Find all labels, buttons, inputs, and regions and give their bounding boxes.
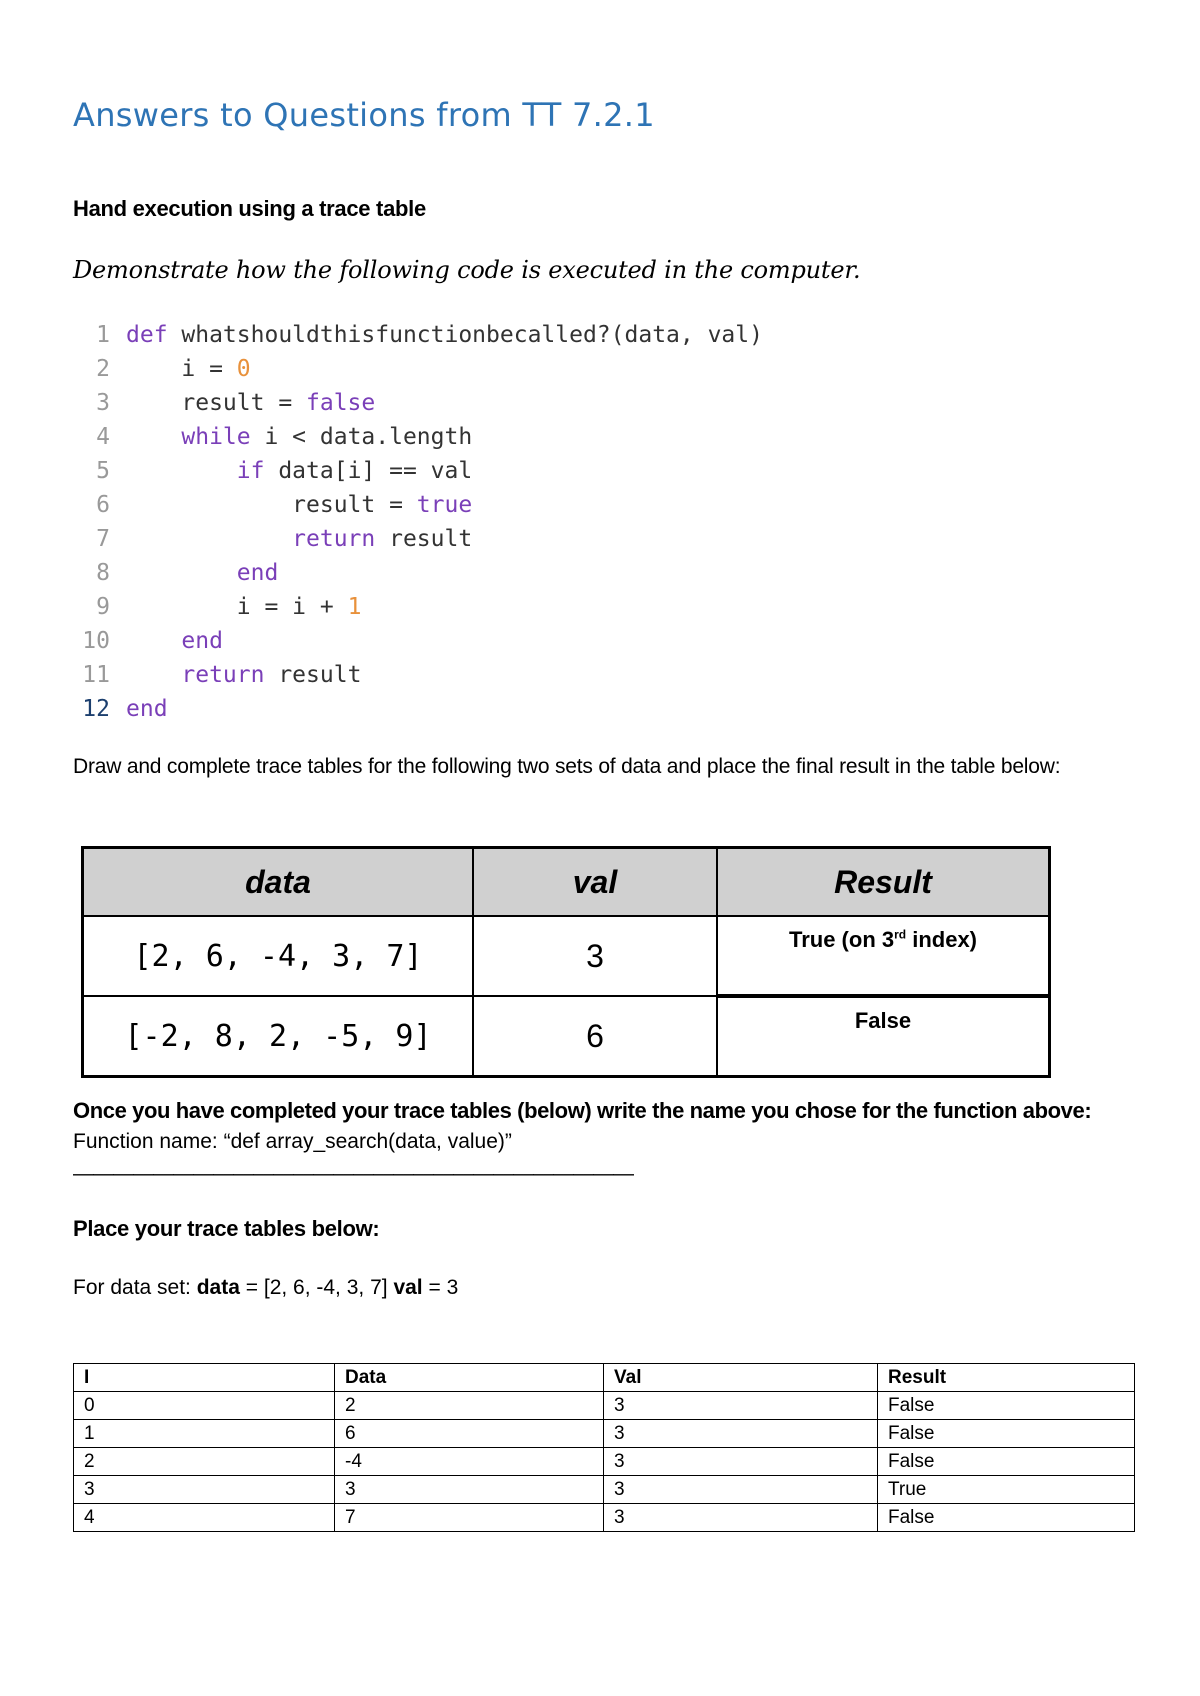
trace-cell-data: -4 <box>335 1448 604 1476</box>
code-text: whatshouldthisfunctionbecalled?(data, val) <box>167 322 763 348</box>
dataset-data-value: = [2, 6, -4, 3, 7] <box>239 1276 394 1299</box>
code-keyword: while <box>181 424 251 450</box>
code-keyword: end <box>181 628 223 654</box>
trace-header-i: I <box>74 1364 335 1392</box>
dataset-data-label: data <box>196 1276 240 1299</box>
summary-header-result: Result <box>717 848 1050 917</box>
trace-header-val: Val <box>604 1364 878 1392</box>
line-number: 1 <box>96 322 110 348</box>
trace-cell-result: False <box>878 1420 1135 1448</box>
code-keyword: return <box>292 526 376 552</box>
code-keyword: return <box>181 662 265 688</box>
function-name-answer: Function name: “def array_search(data, value)” <box>73 1130 512 1153</box>
code-line <box>78 386 763 420</box>
dataset-prefix: For data set: <box>73 1276 197 1299</box>
trace-cell-result: True <box>878 1476 1135 1504</box>
code-line <box>78 522 763 556</box>
trace-row <box>74 1420 1135 1448</box>
code-text: result <box>264 662 362 688</box>
summary-result-cell <box>717 996 1050 1077</box>
trace-header-data: Data <box>335 1364 604 1392</box>
summary-table <box>81 846 1051 1078</box>
dataset-line <box>73 1276 458 1300</box>
result-superscript: rd <box>894 927 907 942</box>
code-keyword: def <box>126 322 168 348</box>
code-line <box>78 488 763 522</box>
code-line <box>78 692 763 726</box>
trace-cell-result: False <box>878 1448 1135 1476</box>
trace-row <box>74 1504 1135 1532</box>
trace-cell-data: 7 <box>335 1504 604 1532</box>
code-line <box>78 624 763 658</box>
section-heading: Hand execution using a trace table <box>73 196 426 221</box>
summary-header-data: data <box>83 848 474 917</box>
code-line <box>78 352 763 386</box>
line-number: 12 <box>82 696 110 722</box>
trace-table <box>73 1363 1135 1532</box>
code-text <box>126 556 237 590</box>
code-number: 1 <box>347 594 362 620</box>
trace-cell-val: 3 <box>604 1504 878 1532</box>
line-number: 8 <box>96 560 110 586</box>
summary-row <box>83 996 1050 1077</box>
trace-table-body <box>74 1392 1135 1532</box>
trace-cell-data: 3 <box>335 1476 604 1504</box>
summary-data-cell: [2, 6, -4, 3, 7] <box>83 916 474 996</box>
summary-row <box>83 916 1050 996</box>
code-line <box>78 556 763 590</box>
trace-tables-heading: Place your trace tables below: <box>73 1216 380 1241</box>
trace-cell-i: 0 <box>74 1392 335 1420</box>
trace-cell-i: 4 <box>74 1504 335 1532</box>
dataset-val-value: = 3 <box>422 1276 459 1299</box>
code-line <box>78 454 763 488</box>
result-text: True (on 3 <box>788 927 895 952</box>
trace-instruction: Draw and complete trace tables for the following two sets of data and place the final result in the table below: <box>73 755 1061 778</box>
code-line <box>78 590 763 624</box>
code-keyword: false <box>306 390 376 416</box>
code-keyword: if <box>236 458 265 484</box>
code-text <box>126 624 181 658</box>
code-line <box>78 420 763 454</box>
line-number: 11 <box>82 662 110 688</box>
code-text: result <box>375 526 473 552</box>
summary-val-cell: 3 <box>473 916 717 996</box>
answer-line: ———————————————————————————— <box>73 1162 633 1185</box>
code-text: data[i] == val <box>264 458 473 484</box>
code-line <box>78 318 763 352</box>
line-number: 5 <box>96 458 110 484</box>
code-text <box>126 522 292 556</box>
code-text <box>126 420 181 454</box>
trace-cell-result: False <box>878 1392 1135 1420</box>
code-text: result = <box>126 492 417 518</box>
trace-cell-data: 6 <box>335 1420 604 1448</box>
code-text: i = <box>126 356 237 382</box>
code-text <box>126 454 237 488</box>
line-number: 2 <box>96 356 110 382</box>
instruction-text: Demonstrate how the following code is executed in the computer. <box>73 256 861 284</box>
code-text: i < data.length <box>250 424 473 450</box>
code-text <box>126 658 181 692</box>
trace-cell-i: 3 <box>74 1476 335 1504</box>
line-number: 3 <box>96 390 110 416</box>
trace-cell-i: 2 <box>74 1448 335 1476</box>
trace-cell-val: 3 <box>604 1476 878 1504</box>
trace-header-result: Result <box>878 1364 1135 1392</box>
line-number: 6 <box>96 492 110 518</box>
code-keyword: end <box>126 696 168 722</box>
document-title: Answers to Questions from TT 7.2.1 <box>73 96 655 134</box>
summary-data-cell: [-2, 8, 2, -5, 9] <box>83 996 474 1077</box>
code-block <box>78 318 763 726</box>
summary-header-val: val <box>473 848 717 917</box>
trace-cell-val: 3 <box>604 1420 878 1448</box>
line-number: 10 <box>82 628 110 654</box>
summary-val-cell: 6 <box>473 996 717 1077</box>
line-number: 9 <box>96 594 110 620</box>
code-keyword: true <box>416 492 473 518</box>
trace-row <box>74 1448 1135 1476</box>
trace-row <box>74 1476 1135 1504</box>
trace-cell-val: 3 <box>604 1448 878 1476</box>
line-number: 7 <box>96 526 110 552</box>
trace-header-row <box>74 1364 1135 1392</box>
code-number: 0 <box>236 356 251 382</box>
function-name-prompt: Once you have completed your trace tables (below) write the name you chose for the function above: <box>73 1098 1092 1123</box>
code-keyword: end <box>236 560 279 586</box>
line-number: 4 <box>96 424 110 450</box>
result-text-suffix: index) <box>906 927 978 952</box>
trace-row <box>74 1392 1135 1420</box>
result-text: False <box>854 1008 912 1033</box>
trace-cell-data: 2 <box>335 1392 604 1420</box>
trace-cell-val: 3 <box>604 1392 878 1420</box>
trace-cell-i: 1 <box>74 1420 335 1448</box>
code-text: result = <box>126 390 307 416</box>
summary-header-row <box>83 848 1050 917</box>
trace-cell-result: False <box>878 1504 1135 1532</box>
code-line <box>78 658 763 692</box>
summary-result-cell <box>717 916 1050 996</box>
code-text: i = i + <box>126 594 348 620</box>
dataset-val-label: val <box>393 1276 423 1299</box>
